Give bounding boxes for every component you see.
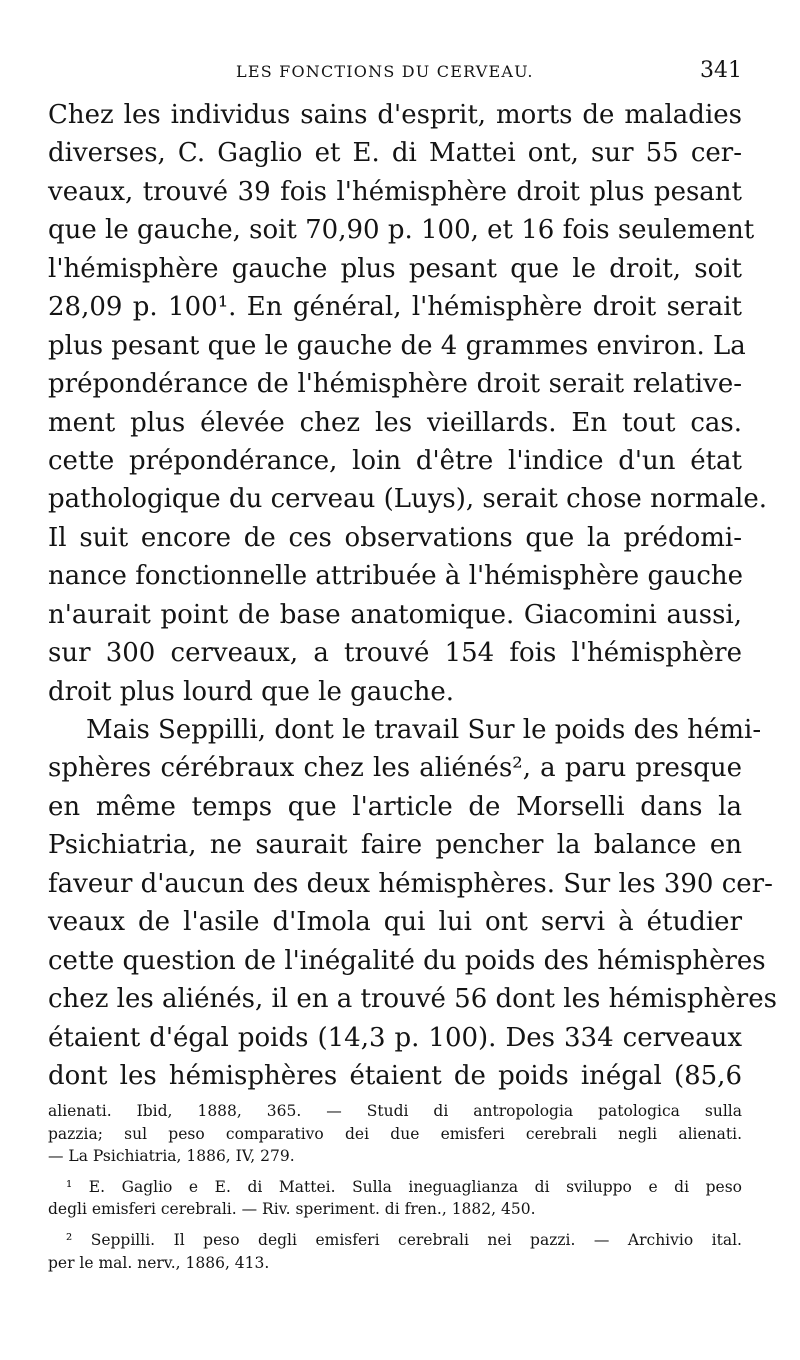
body-line: diverses, C. Gaglio et E. di Mattei ont, sur 55 cer- <box>48 138 742 169</box>
body-line: Il suit encore de ces observations que la prédomi- <box>48 522 742 553</box>
body-line: prépondérance de l'hémisphère droit serait relative- <box>48 369 742 400</box>
body-line: droit plus lourd que le gauche. <box>48 676 454 707</box>
body-line: en même temps que l'article de Morselli dans la <box>48 791 742 822</box>
body-line: pathologique du cerveau (Luys), serait chose normale. <box>48 484 768 515</box>
body-line: l'hémisphère gauche plus pesant que le droit, soit <box>48 253 742 284</box>
body-line: plus pesant que le gauche de 4 grammes environ. La <box>48 330 746 361</box>
body-line: Chez les individus sains d'esprit, morts de maladies <box>48 100 742 130</box>
body-line: Psichiatria, ne saurait faire pencher la balance en <box>48 830 742 861</box>
footnote-line: pazzia; sul peso comparativo dei due emisferi cerebrali negli alienati. <box>48 1124 742 1143</box>
body-line: sur 300 cerveaux, a trouvé 154 fois l'hémisphère <box>48 638 742 669</box>
page-number: 341 <box>700 58 742 83</box>
running-header <box>48 58 742 88</box>
body-line: 28,09 p. 100¹. En général, l'hémisphère droit serait <box>48 292 742 323</box>
footnote-line: per le mal. nerv., 1886, 413. <box>48 1253 270 1272</box>
body-line: cette prépondérance, loin d'être l'indice d'un état <box>48 445 742 476</box>
body-line: que le gauche, soit 70,90 p. 100, et 16 fois seulement <box>48 215 755 246</box>
body-line: cette question de l'inégalité du poids des hémisphères <box>48 945 766 976</box>
body-line: veaux de l'asile d'Imola qui lui ont servi à étudier <box>48 907 742 938</box>
body-line: faveur d'aucun des deux hémisphères. Sur les 390 cer- <box>48 868 773 899</box>
footnotes <box>48 1100 742 1274</box>
body-line: étaient d'égal poids (14,3 p. 100). Des 334 cerveaux <box>48 1022 742 1053</box>
running-title: LES FONCTIONS DU CERVEAU. <box>236 62 534 81</box>
footnote-line: ¹ E. Gaglio e E. di Mattei. Sulla ineguaglianza di sviluppo e di peso <box>66 1177 742 1196</box>
footnote-line: alienati. Ibid, 1888, 365. — Studi di antropologia patologica sulla <box>48 1102 742 1120</box>
body-line: n'aurait point de base anatomique. Giacomini aussi, <box>48 599 742 630</box>
body-line: veaux, trouvé 39 fois l'hémisphère droit plus pesant <box>48 176 742 207</box>
body-line: sphères cérébraux chez les aliénés², a paru presque <box>48 753 742 784</box>
body-line: chez les aliénés, il en a trouvé 56 dont les hémisphères <box>48 984 777 1015</box>
footnote-line: — La Psichiatria, 1886, IV, 279. <box>48 1147 295 1166</box>
body-line: nance fonctionnelle attribuée à l'hémisphère gauche <box>48 561 744 592</box>
body-line: dont les hémisphères étaient de poids inégal (85,6 <box>48 1060 742 1091</box>
footnote-line: degli emisferi cerebrali. — Riv. speriment. di fren., 1882, 450. <box>48 1200 536 1219</box>
body-line: Mais Seppilli, dont le travail Sur le poids des hémi- <box>86 715 762 745</box>
body-line: ment plus élevée chez les vieillards. En tout cas. <box>48 407 742 438</box>
footnote-line: ² Seppilli. Il peso degli emisferi cerebrali nei pazzi. — Archivio ital. <box>66 1230 742 1249</box>
body-text <box>48 96 777 1095</box>
